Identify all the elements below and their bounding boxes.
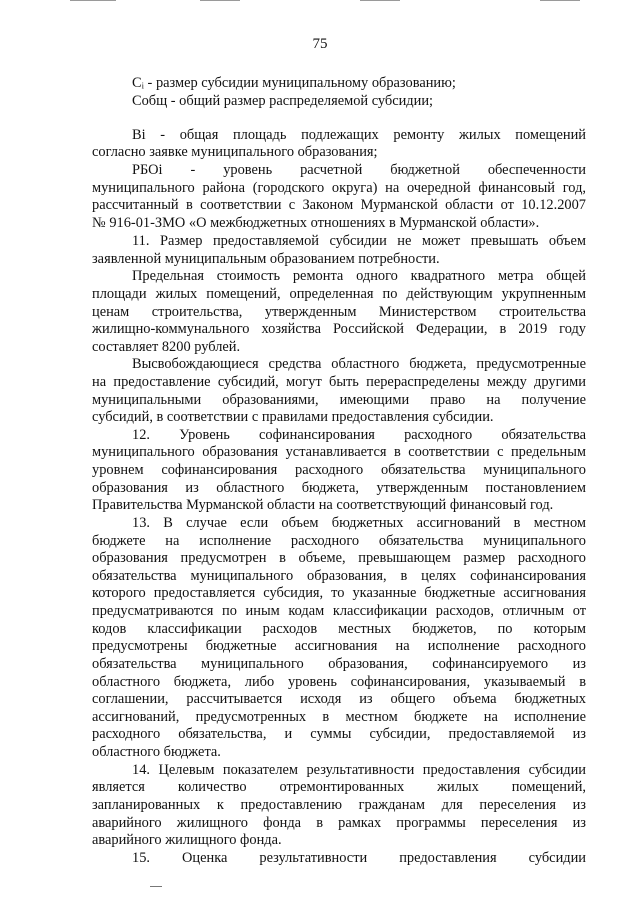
text-line: Cᵢ - размер субсидии муниципальному образованию; [132,75,456,91]
text-line: расходного обязательства, и суммы субсидии, предоставляемой из [92,726,586,742]
top-rule [70,0,116,1]
text-line: образования предусмотрен в объеме, превышающем размер расходного [92,550,586,566]
text-line: составляет 8200 рублей. [92,339,241,355]
text-line: 14. Целевым показателем результативности предоставления субсидии [132,762,586,778]
text-line: образования из областного бюджета, утвержденным постановлением [92,480,586,496]
text-line: кодов классификации расходов местных бюджетов, по которым [92,621,586,637]
text-line: муниципального образования устанавливается в соответствии с предельным [92,444,586,460]
text-line: соглашении, рассчитывается исходя из общего объема бюджетных [92,691,586,707]
text-line: Предельная стоимость ремонта одного квадратного метра общей [132,268,586,284]
text-line: 11. Размер предоставляемой субсидии не может превышать объем [132,233,586,249]
top-rule [540,0,580,1]
text-line: уровнем софинансирования расходного обязательства муниципального [92,462,586,478]
text-line: бюджете на исполнение расходного обязательства муниципального [92,533,586,549]
text-line: аварийного жилищного фонда в рамках программы переселения из [92,815,586,831]
text-line: 12. Уровень софинансирования расходного обязательства [132,427,586,443]
text-line: рассчитанный в соответствии с Законом Мурманской области от 10.12.2007 [92,197,586,213]
text-line: является количество отремонтированных жилых помещений, [92,779,586,795]
text-line: Высвобождающиеся средства областного бюджета, предусмотренные [132,356,586,372]
text-line: муниципальными образованиями, имеющими право на получение [92,392,586,408]
text-line: обязательства муниципального образования, в целях софинансирования [92,568,586,584]
text-line: областного бюджета, либо уровень софинансирования, указываемый в [92,674,586,690]
text-line: РБОі - уровень расчетной бюджетной обеспеченности [132,162,586,178]
text-line: предусматриваются по иным кодам классификации расходов, отличным от [92,603,586,619]
text-line: запланированных к предоставлению гражданам для переселения из [92,797,586,813]
text-line: предусмотрены бюджетные ассигнования на исполнение расходного [92,638,586,654]
text-line: жилищно-коммунального хозяйства Российской Федерации, в 2019 году [92,321,586,337]
text-line: ассигнований, предусмотренных в местном бюджете на исполнение [92,709,586,725]
text-line: аварийного жилищного фонда. [92,832,282,848]
text-line: Bi - общая площадь подлежащих ремонту жилых помещений [132,127,586,143]
text-line: которого предоставляется субсидия, то указанные бюджетные ассигнования [92,585,586,601]
text-line: Правительства Мурманской области на соответствующий финансовый год. [92,497,554,513]
text-line: муниципального района (городского округа) на очередной финансовый год, [92,180,586,196]
text-line: заявленной муниципальным образованием потребности. [92,251,440,267]
top-rule [360,0,400,1]
text-line: 13. В случае если объем бюджетных ассигнований в местном [132,515,586,531]
text-line: площади жилых помещений, определенная по действующим укрупненным [92,286,586,302]
text-line: согласно заявке муниципального образования; [92,144,378,160]
bottom-mark [150,886,162,887]
page-number: 75 [312,36,328,52]
text-line: ценам строительства, утвержденным Министерством строительства [92,304,586,320]
text-line: областного бюджета. [92,744,221,760]
text-line: № 916-01-ЗМО «О межбюджетных отношениях в Мурманской области». [92,215,540,231]
text-line: 15. Оценка результативности предоставления субсидии [132,850,586,866]
text-line: Cобщ - общий размер распределяемой субсидии; [132,93,434,109]
text-line: на предоставление субсидий, могут быть перераспределены между другими [92,374,586,390]
top-rule [200,0,240,1]
text-line: субсидий, в соответствии с правилами предоставления субсидии. [92,409,494,425]
text-line: обязательства муниципального образования, софинансируемого из [92,656,586,672]
